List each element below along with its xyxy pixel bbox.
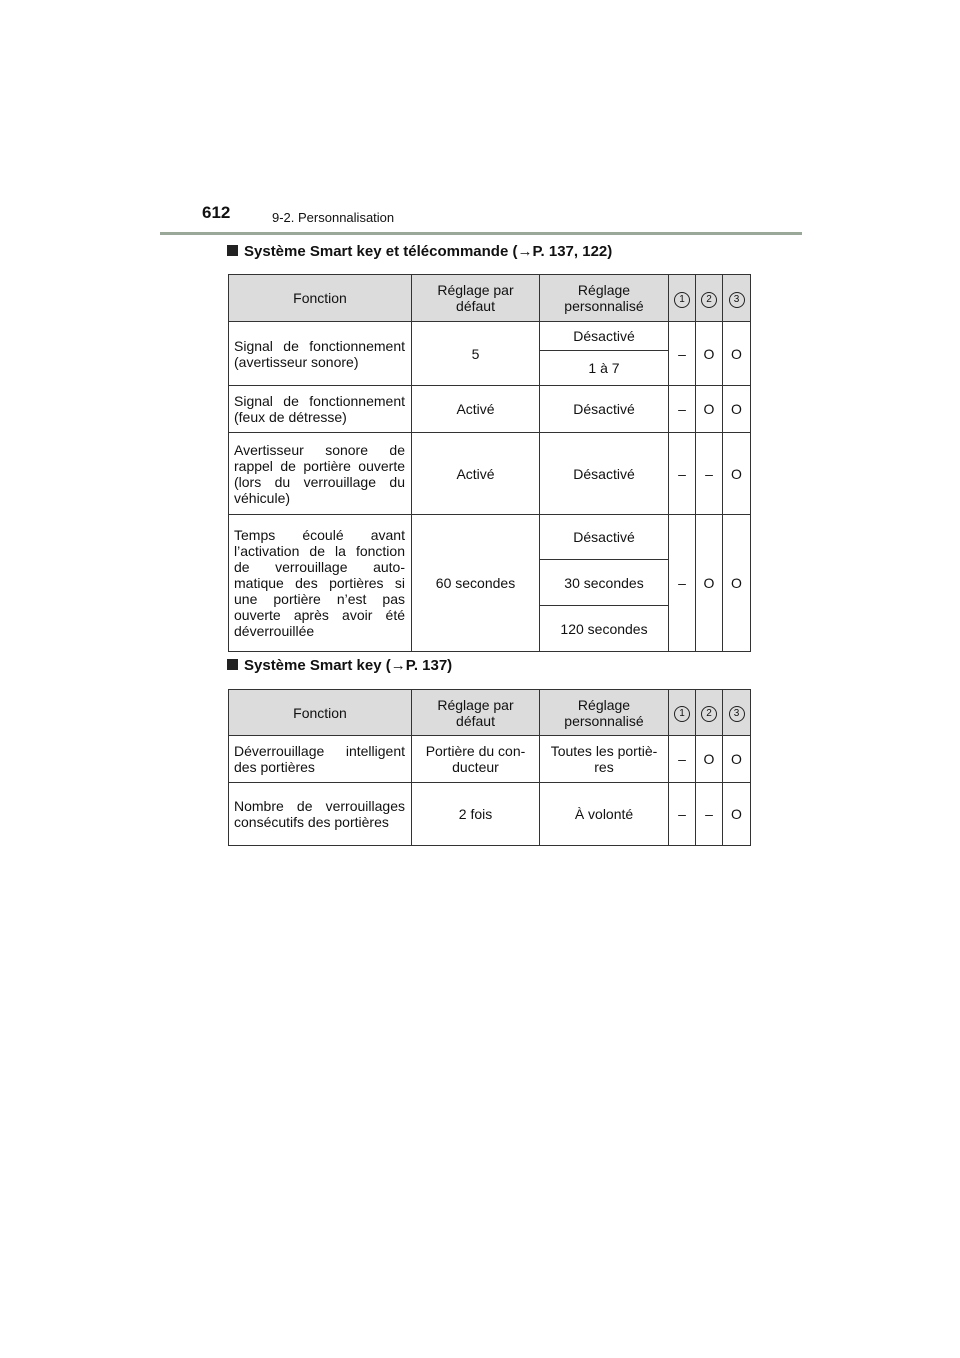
circled-number-3: 3 [729,706,745,722]
circled-number-1: 1 [674,706,690,722]
cell-c2: O [696,322,723,386]
header-rule [160,232,802,235]
cell-perso: À volonté [540,783,669,846]
cell-c1: – [669,736,696,783]
col-2 [696,690,723,736]
cell-fonction: Signal de fonctionnement (avertisseur sonore) [229,322,412,386]
cell-c2: O [696,386,723,433]
cell-fonction: Temps écoulé avant l’activation de la fonction de verrouillage automatique des portières si une portière n’est pas ouverte après avoir été déverrouillée [229,515,412,652]
bullet-square-icon [227,245,238,256]
table1-heading [227,243,612,260]
col-2 [696,275,723,322]
col-reglage-perso: Réglage personnalisé [540,690,669,736]
cell-perso: Désactivé [540,433,669,515]
cell-fonction: Avertisseur sonore de rappel de portière ouverte (lors du verrouillage du véhicule) [229,433,412,515]
cell-perso: Désactivé [540,386,669,433]
table-row [229,783,751,846]
cell-defaut: Activé [412,386,540,433]
cell-fonction: Nombre de verrouillages consécutifs des portières [229,783,412,846]
cell-c3: O [723,783,751,846]
col-reglage-defaut: Réglage par défaut [412,690,540,736]
cell-c1: – [669,783,696,846]
table-row [229,515,751,560]
cell-defaut: 5 [412,322,540,386]
col-3 [723,275,751,322]
circled-number-3: 3 [729,292,745,308]
section-title: 9-2. Personnalisation [272,210,395,225]
cell-c3: O [723,736,751,783]
cell-fonction: Déverrouillage intelligent des portières [229,736,412,783]
cell-c1: – [669,386,696,433]
table-row [229,433,751,515]
cell-c1: – [669,433,696,515]
cell-c3: O [723,386,751,433]
table1 [228,274,751,652]
cell-defaut: Activé [412,433,540,515]
cell-c3: O [723,433,751,515]
col-fonction: Fonction [229,275,412,322]
table1-title: Système Smart key et télécommande (→P. 137, 122) [244,243,613,260]
cell-c2: – [696,783,723,846]
col-1 [669,275,696,322]
cell-c1: – [669,322,696,386]
table-row [229,736,751,783]
table2-title: Système Smart key (→P. 137) [244,657,453,674]
page-number: 612 [202,203,231,222]
table2 [228,689,751,846]
cell-perso: Désactivé [540,515,669,560]
col-1 [669,690,696,736]
table-row [229,322,751,351]
cell-perso: 120 secondes [540,606,669,652]
circled-number-2: 2 [701,292,717,308]
cell-c1: – [669,515,696,652]
cell-perso: Désactivé [540,322,669,351]
table2-heading [227,657,452,674]
cell-perso: Toutes les portières [540,736,669,783]
cell-c2: O [696,515,723,652]
col-3 [723,690,751,736]
col-reglage-perso: Réglage personnalisé [540,275,669,322]
col-reglage-defaut: Réglage par défaut [412,275,540,322]
cell-c3: O [723,322,751,386]
cell-defaut: 2 fois [412,783,540,846]
bullet-square-icon [227,659,238,670]
cell-perso: 30 secondes [540,560,669,606]
circled-number-1: 1 [674,292,690,308]
cell-c3: O [723,515,751,652]
col-fonction: Fonction [229,690,412,736]
table-header-row [229,690,751,736]
cell-perso: 1 à 7 [540,351,669,386]
cell-defaut: Portière du conducteur [412,736,540,783]
cell-c2: – [696,433,723,515]
cell-defaut: 60 secondes [412,515,540,652]
table-header-row [229,275,751,322]
cell-c2: O [696,736,723,783]
table-row [229,386,751,433]
circled-number-2: 2 [701,706,717,722]
cell-fonction: Signal de fonctionnement (feux de détresse) [229,386,412,433]
